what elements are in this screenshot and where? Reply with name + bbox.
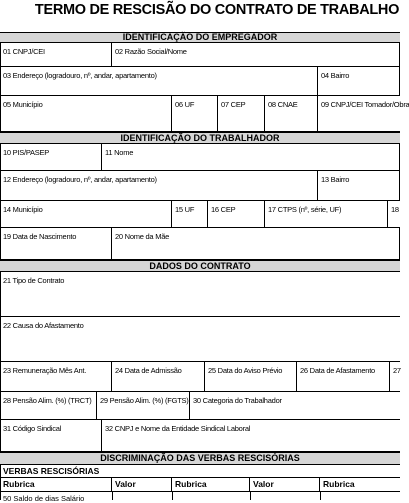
field-causa-afastamento[interactable]: 22 Causa do Afastamento [0,317,400,362]
field-cnae[interactable]: 08 CNAE [265,96,318,132]
col-header-valor-2: Valor [250,478,320,491]
col-header-rubrica-3: Rubrica [323,479,355,489]
field-data-nascimento[interactable]: 19 Data de Nascimento [0,228,112,260]
field-data-afastamento[interactable]: 26 Data de Afastamento [297,362,390,392]
field-bairro-trabalhador[interactable]: 13 Bairro [318,171,400,201]
field-ctps[interactable]: 17 CTPS (nº, série, UF) [265,201,388,228]
field-endereco-empregador[interactable]: 03 Endereço (logradouro, nº, andar, apartamento) [0,67,318,96]
field-cep-empregador[interactable]: 07 CEP [218,96,265,132]
field-uf-empregador[interactable]: 06 UF [172,96,218,132]
field-cnpj-tomador[interactable]: 09 CNPJ/CEI Tomador/Obra [318,96,400,132]
field-data-aviso-previo[interactable]: 25 Data do Aviso Prévio [205,362,297,392]
field-remuneracao[interactable]: 23 Remuneração Mês Ant. [0,362,112,392]
field-27[interactable]: 27 [390,362,400,392]
verbas-col-line-4 [320,491,321,500]
field-municipio-empregador[interactable]: 05 Município [0,96,172,132]
field-categoria-trabalhador[interactable]: 30 Categoria do Trabalhador [190,392,400,420]
field-18[interactable]: 18 [388,201,400,228]
field-bairro-empregador[interactable]: 04 Bairro [318,67,400,96]
field-codigo-sindical[interactable]: 31 Código Sindical [0,420,102,452]
field-tipo-contrato[interactable]: 21 Tipo de Contrato [0,272,400,317]
section-header-verbas: DISCRIMINAÇÃO DAS VERBAS RESCISÓRIAS [0,452,400,465]
verbas-col-line-3 [250,491,251,500]
field-municipio-trabalhador[interactable]: 14 Município [0,201,172,228]
verbas-col-line-1 [112,491,113,500]
verba-row-50: 50 Saldo de dias Salário [3,494,85,503]
verbas-col-line-2 [172,491,173,500]
field-endereco-trabalhador[interactable]: 12 Endereço (logradouro, nº, andar, apartamento) [0,171,318,201]
col-header-valor-1: Valor [112,478,172,491]
verbas-header-divider [0,491,400,492]
field-cnpj-cei[interactable]: 01 CNPJ/CEI [0,43,112,67]
field-data-admissao[interactable]: 24 Data de Admissão [112,362,205,392]
field-razao-social[interactable]: 02 Razão Social/Nome [112,43,400,67]
field-pensao-trct[interactable]: 28 Pensão Alim. (%) (TRCT) [0,392,97,420]
section-header-empregador: IDENTIFICAÇÃO DO EMPREGADOR [0,32,400,43]
field-cep-trabalhador[interactable]: 16 CEP [208,201,265,228]
field-uf-trabalhador[interactable]: 15 UF [172,201,208,228]
section-header-contrato: DADOS DO CONTRATO [0,260,400,272]
field-nome-mae[interactable]: 20 Nome da Mãe [112,228,400,260]
verbas-rescisorias-heading: VERBAS RESCISÓRIAS [3,466,100,476]
section-header-trabalhador: IDENTIFICAÇÃO DO TRABALHADOR [0,132,400,144]
field-pis-pasep[interactable]: 10 PIS/PASEP [0,144,102,171]
document-title: TERMO DE RESCISÃO DO CONTRATO DE TRABALHO [34,2,400,18]
col-header-rubrica-2: Rubrica [172,478,250,491]
field-pensao-fgts[interactable]: 29 Pensão Alim. (%) (FGTS) [97,392,190,420]
field-nome-trabalhador[interactable]: 11 Nome [102,144,400,171]
col-header-rubrica-1: Rubrica [0,478,112,491]
field-entidade-sindical[interactable]: 32 CNPJ e Nome da Entidade Sindical Laboral [102,420,400,452]
